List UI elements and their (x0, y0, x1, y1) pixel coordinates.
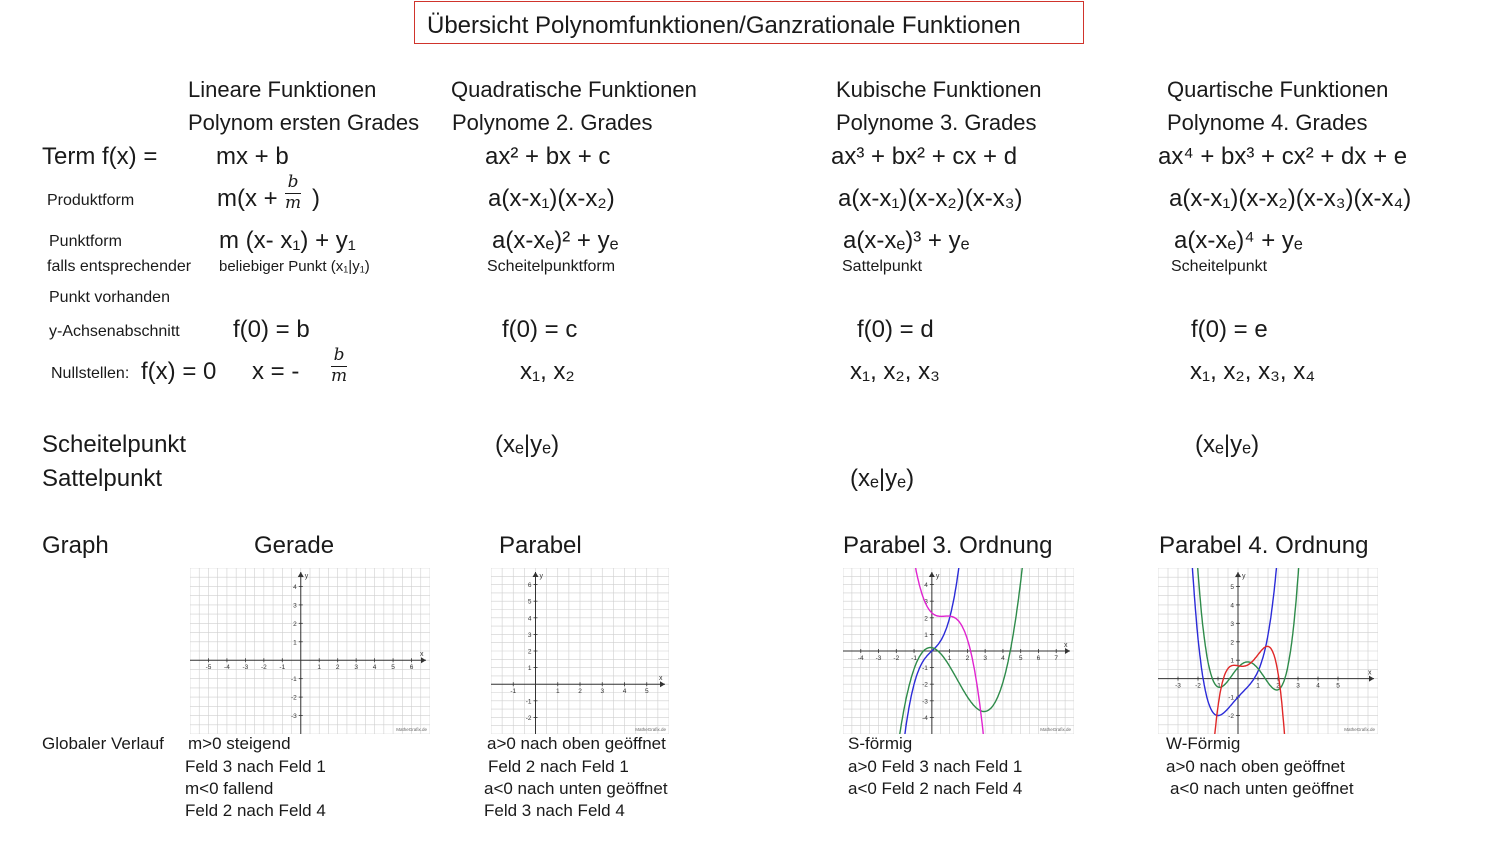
x-tick-label: 4 (372, 664, 377, 672)
global-label: Globaler Verlauf (42, 734, 164, 753)
x-tick-label: 7 (1054, 655, 1059, 662)
y-axis-arrow (298, 572, 304, 577)
x-tick-label: 3 (1296, 682, 1300, 690)
x-tick-label: 5 (391, 664, 395, 672)
y-axis-label: y (539, 573, 543, 580)
product-quartic: a(x-x₁)(x-x₂)(x-x₃)(x-x₄) (1169, 185, 1412, 212)
global-cubic-2: a>0 Feld 3 nach Feld 1 (848, 757, 1023, 776)
x-tick-label: -1 (911, 655, 917, 662)
quadratic-heading: Quadratische Funktionen (451, 77, 697, 102)
term-quadratic: ax² + bx + c (485, 143, 611, 170)
x-tick-label: 1 (1256, 682, 1260, 690)
y-tick-label: -4 (922, 714, 928, 722)
global-quadratic-2: Feld 2 nach Feld 1 (488, 757, 629, 776)
grid (190, 568, 430, 734)
y-tick-label: 1 (293, 639, 297, 647)
zeros-fraction-numerator: b (333, 345, 345, 365)
term-label: Term f(x) = (42, 143, 158, 170)
product-quadratic: a(x-x₁)(x-x₂) (488, 185, 615, 212)
intercept-linear: f(0) = b (233, 316, 310, 343)
y-axis-label: y (935, 573, 940, 580)
grid (1158, 568, 1378, 734)
intercept-cubic: f(0) = d (857, 316, 934, 343)
plot-credit: MatheGrafix.de (1040, 727, 1071, 732)
graph-quartic: Parabel 4. Ordnung (1159, 532, 1369, 559)
x-tick-label: -1 (279, 664, 286, 672)
zeros-quadratic: x₁, x₂ (520, 358, 575, 385)
intercept-quartic: f(0) = e (1191, 316, 1268, 343)
y-tick-label: 5 (1230, 583, 1234, 591)
global-linear-1: m>0 steigend (188, 734, 291, 753)
x-tick-label: -2 (1195, 682, 1201, 690)
y-tick-label: 2 (293, 620, 297, 628)
plot-svg (491, 568, 669, 734)
y-tick-label: -3 (922, 698, 928, 706)
quartic-heading: Quartische Funktionen (1167, 77, 1389, 102)
global-linear-3: m<0 fallend (185, 779, 274, 798)
term-linear: mx + b (216, 143, 289, 170)
x-tick-label: 5 (1336, 682, 1340, 690)
term-cubic: ax³ + bx² + cx + d (831, 143, 1018, 170)
x-tick-label: 2 (578, 688, 582, 696)
x-tick-label: 1 (555, 688, 560, 696)
graph-label: Graph (42, 532, 109, 559)
zeros-equation: f(x) = 0 (141, 358, 217, 385)
x-axis-label: x (1064, 642, 1068, 649)
quadratic-subheading: Polynome 2. Grades (452, 110, 653, 135)
point-label-2: falls entsprechender (47, 258, 192, 275)
zeros-label: Nullstellen: (51, 365, 130, 382)
x-tick-label: 2 (965, 655, 970, 662)
x-tick-label: -2 (893, 655, 900, 662)
product-label: Produktform (47, 192, 135, 209)
point-linear-note: beliebiger Punkt (x₁|y₁) (219, 258, 370, 275)
y-tick-label: 6 (527, 582, 532, 590)
point-quartic: a(x-xₑ)⁴ + yₑ (1174, 227, 1303, 254)
point-cubic-note: Sattelpunkt (842, 258, 923, 275)
page-title: Übersicht Polynomfunktionen/Ganzrationale Funktionen (427, 12, 1021, 39)
x-tick-label: 4 (622, 688, 627, 696)
graph-linear: Gerade (254, 532, 335, 559)
plot-svg (190, 568, 430, 734)
x-tick-label: -2 (260, 664, 267, 672)
global-cubic-1: S-förmig (848, 734, 913, 753)
y-axis-label: y (1242, 573, 1246, 580)
y-axis-arrow (533, 572, 539, 577)
linear-heading: Lineare Funktionen (188, 77, 377, 102)
zeros-fraction (331, 347, 347, 386)
x-tick-label: -4 (224, 664, 230, 672)
zeros-linear: x = - (252, 358, 300, 385)
x-tick-label: -4 (857, 655, 864, 662)
zeros-fraction-denominator: m (331, 365, 348, 386)
x-tick-label: 2 (335, 664, 340, 672)
y-tick-label: 4 (527, 615, 532, 623)
y-axis-arrow (1235, 572, 1241, 577)
global-linear-4: Feld 2 nach Feld 4 (185, 801, 326, 820)
graph-quadratic: Parabel (499, 532, 582, 559)
y-tick-label: 1 (924, 631, 928, 639)
x-tick-label: 3 (983, 655, 987, 662)
y-tick-label: 2 (1230, 639, 1234, 647)
term-quartic: ax⁴ + bx³ + cx² + dx + e (1158, 143, 1408, 170)
fraction-numerator: b (287, 172, 299, 192)
y-axis-label: y (304, 573, 309, 580)
y-tick-label: 5 (527, 598, 532, 606)
y-tick-label: -2 (290, 694, 297, 702)
vertex-label: Scheitelpunkt (42, 431, 187, 458)
x-tick-label: 5 (644, 688, 649, 696)
global-quartic-1: W-Förmig (1166, 734, 1241, 753)
y-tick-label: 2 (924, 615, 928, 623)
global-cubic-3: a<0 Feld 2 nach Feld 4 (848, 779, 1023, 798)
quartic-subheading: Polynome 4. Grades (1167, 110, 1368, 135)
saddle-label: Sattelpunkt (42, 465, 163, 492)
y-tick-label: -2 (1228, 713, 1234, 721)
plot-svg (1158, 568, 1378, 734)
global-quadratic-1: a>0 nach oben geöffnet (487, 734, 666, 753)
y-tick-label: 4 (293, 583, 297, 591)
y-tick-label: 3 (924, 598, 928, 606)
plot-quartic (1158, 568, 1378, 734)
saddle-cubic: (xₑ|yₑ) (850, 465, 915, 492)
point-quartic-note: Scheitelpunkt (1171, 258, 1268, 275)
x-tick-label: 3 (354, 664, 358, 672)
cubic-heading: Kubische Funktionen (836, 77, 1042, 102)
y-tick-label: -1 (922, 665, 928, 673)
plot-credit: MatheGrafix.de (635, 727, 666, 732)
x-tick-label: 4 (1316, 682, 1320, 690)
zeros-quartic: x₁, x₂, x₃, x₄ (1190, 358, 1315, 385)
vertex-quadratic: (xₑ|yₑ) (495, 431, 560, 458)
x-tick-label: 6 (409, 664, 414, 672)
y-tick-label: -2 (525, 714, 532, 722)
y-tick-label: 3 (1230, 620, 1234, 628)
plot-linear (190, 568, 430, 734)
x-tick-label: 2 (1276, 682, 1280, 690)
x-tick-label: 6 (1036, 655, 1041, 662)
global-quadratic-3: a<0 nach unten geöffnet (484, 779, 668, 798)
point-linear: m (x- x₁) + y₁ (219, 227, 356, 254)
global-quartic-3: a<0 nach unten geöffnet (1170, 779, 1354, 798)
intercept-quadratic: f(0) = c (502, 316, 578, 343)
point-cubic: a(x-xₑ)³ + yₑ (843, 227, 970, 254)
y-tick-label: -2 (922, 681, 928, 689)
graph-cubic: Parabel 3. Ordnung (843, 532, 1053, 559)
y-tick-label: 2 (527, 648, 532, 656)
product-fraction (285, 174, 301, 213)
point-label: Punktform (49, 233, 122, 250)
x-tick-label: -5 (205, 664, 212, 672)
y-tick-label: 3 (527, 631, 532, 639)
title-box (414, 1, 1084, 44)
x-tick-label: -3 (875, 655, 882, 662)
plot-credit: MatheGrafix.de (1344, 727, 1375, 732)
global-quadratic-4: Feld 3 nach Feld 4 (484, 801, 625, 820)
y-tick-label: -3 (290, 713, 297, 721)
x-tick-label: -1 (1215, 682, 1221, 690)
x-tick-label: 3 (600, 688, 605, 696)
x-axis-label: x (1368, 669, 1372, 677)
x-tick-label: 1 (947, 655, 952, 662)
y-tick-label: 4 (1230, 602, 1234, 610)
linear-subheading: Polynom ersten Grades (188, 110, 420, 135)
point-label-3: Punkt vorhanden (49, 289, 170, 306)
product-linear-prefix: m(x + (217, 185, 278, 212)
y-axis-arrow (929, 572, 935, 577)
global-quartic-2: a>0 nach oben geöffnet (1166, 757, 1345, 776)
x-axis-label: x (659, 675, 663, 683)
x-tick-label: -3 (1175, 682, 1181, 690)
x-axis-label: x (420, 651, 424, 659)
y-tick-label: 1 (1230, 657, 1234, 665)
plot-svg (843, 568, 1074, 734)
point-quadratic: a(x-xₑ)² + yₑ (492, 227, 619, 254)
plot-credit: MatheGrafix.de (396, 727, 427, 732)
x-tick-label: -1 (510, 688, 517, 696)
grid (491, 568, 669, 734)
y-tick-label: 1 (527, 665, 532, 673)
plot-quadratic (491, 568, 669, 734)
y-tick-label: -1 (525, 698, 532, 706)
y-tick-label: -1 (290, 676, 297, 684)
x-tick-label: 5 (1018, 655, 1023, 662)
point-quadratic-note: Scheitelpunktform (487, 258, 616, 275)
zeros-cubic: x₁, x₂, x₃ (850, 358, 940, 385)
y-tick-label: 4 (924, 582, 928, 590)
x-tick-label: 1 (317, 664, 322, 672)
y-tick-label: 3 (293, 602, 297, 610)
plot-cubic (843, 568, 1074, 734)
global-linear-2: Feld 3 nach Feld 1 (185, 757, 326, 776)
fraction-denominator: m (285, 192, 302, 213)
cubic-subheading: Polynome 3. Grades (836, 110, 1037, 135)
product-linear-suffix: ) (312, 185, 320, 212)
y-tick-label: -1 (1228, 694, 1234, 702)
product-cubic: a(x-x₁)(x-x₂)(x-x₃) (838, 185, 1023, 212)
x-tick-label: -3 (242, 664, 249, 672)
vertex-quartic: (xₑ|yₑ) (1195, 431, 1260, 458)
x-tick-label: 4 (1001, 655, 1005, 662)
intercept-label: y-Achsenabschnitt (49, 323, 180, 340)
